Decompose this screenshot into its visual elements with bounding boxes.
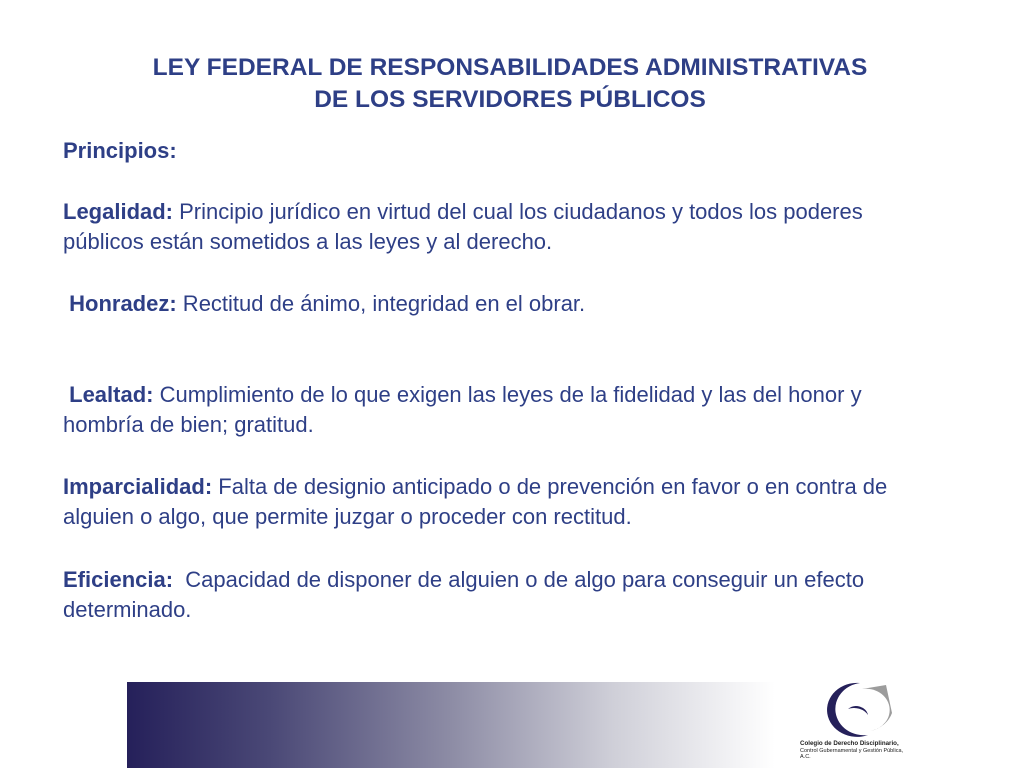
principle-legalidad <box>63 197 943 257</box>
organization-logo <box>790 679 910 768</box>
principle-definition: Rectitud de ánimo, integridad en el obrar. <box>176 291 586 316</box>
principle-eficiencia <box>63 565 943 625</box>
logo-name: Colegio de Derecho Disciplinario, <box>800 740 899 747</box>
principle-definition: Principio jurídico en virtud del cual los ciudadanos y todos los poderes públicos están sometidos a las leyes y al derecho. <box>63 199 863 254</box>
principle-definition: Cumplimiento de lo que exigen las leyes de la fidelidad y las del honor y hombría de bien; gratitud. <box>63 382 862 437</box>
principle-imparcialidad <box>63 472 943 532</box>
principle-definition: Capacidad de disponer de alguien o de algo para conseguir un efecto determinado. <box>63 567 871 622</box>
principle-term: Lealtad: <box>69 382 154 407</box>
footer-gradient-bar <box>127 682 775 768</box>
title-line-2: DE LOS SERVIDORES PÚBLICOS <box>314 86 706 113</box>
principle-lealtad <box>63 380 943 440</box>
slide-title <box>60 52 960 116</box>
logo-caption <box>800 741 912 761</box>
principle-definition: Falta de designio anticipado o de prevención en favor o en contra de alguien o algo, que permite juzgar o proceder con rectitud. <box>63 474 888 529</box>
logo-subtitle: Control Gubernamental y Gestión Pública, A.C. <box>800 747 904 760</box>
principle-term: Honradez: <box>69 291 177 316</box>
logo-emblem-icon <box>798 679 898 741</box>
principle-honradez <box>63 289 943 319</box>
principles-heading: Principios: <box>63 138 177 163</box>
principle-term: Eficiencia: <box>63 567 174 592</box>
title-line-1: LEY FEDERAL DE RESPONSABILIDADES ADMINISTRATIVAS <box>152 54 868 81</box>
principle-term: Imparcialidad: <box>63 474 213 499</box>
principle-term: Legalidad: <box>63 199 174 224</box>
